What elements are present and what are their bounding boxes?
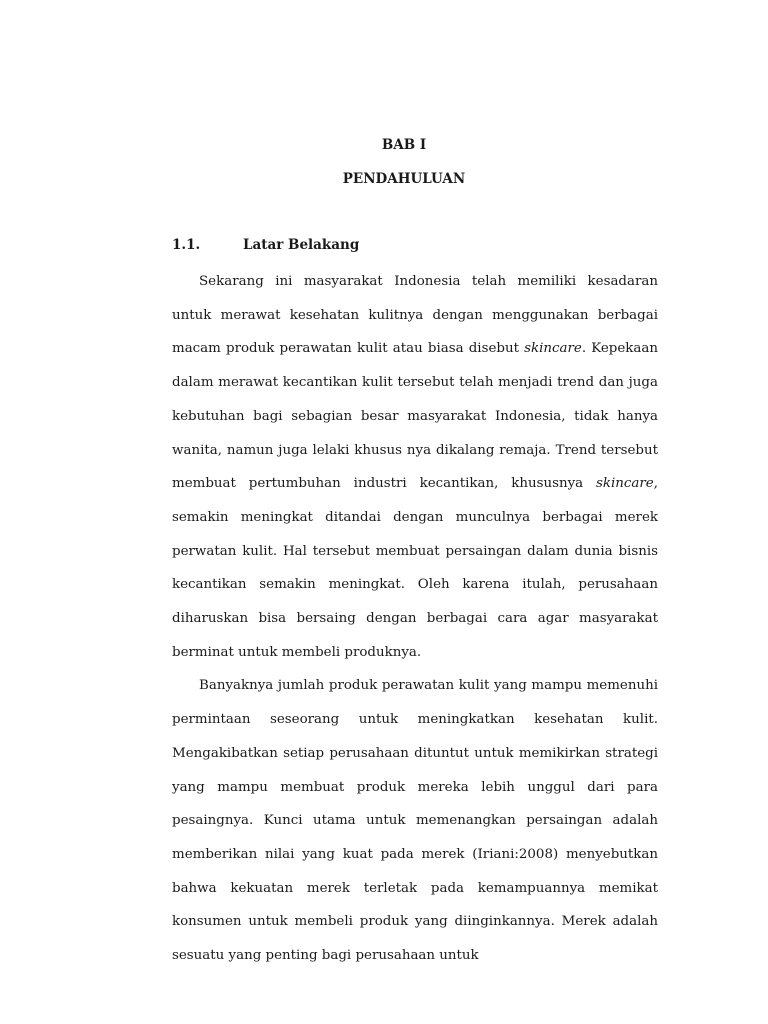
term-skincare-1: skincare — [524, 341, 582, 357]
paragraph-1-part-c: , semakin meningkat ditandai dengan munculnya berbagai merek perwatan kulit. Hal tersebut membuat persaingan dalam dunia bisnis kecantikan semakin meningkat. Oleh karena itulah, perusahaan diharuskan bisa bersaing dengan berbagai cara agar masyarakat berminat untuk membeli produknya. — [172, 476, 658, 660]
chapter-title: PENDAHULUAN — [342, 171, 466, 187]
section-number: 1.1. — [172, 237, 201, 253]
chapter-number: BAB I — [381, 137, 427, 153]
paragraph-2: Banyaknya jumlah produk perawatan kulit yang mampu memenuhi permintaan seseorang untuk meningkatkan kesehatan kulit. Mengakibatkan setiap perusahaan dituntut untuk memikirkan strategi yang mampu membuat produk mereka lebih unggul dari para pesaingnya. Kunci utama untuk memenangkan persaingan adalah memberikan nilai yang kuat pada merek (Iriani:2008) menyebutkan bahwa kekuatan merek terletak pada kemampuannya memikat konsumen untuk membeli produk yang diinginkannya. Merek adalah sesuatu yang penting bagi perusahaan untuk — [172, 678, 658, 964]
paragraph-1-part-b: . Kepekaan dalam merawat kecantikan kulit tersebut telah menjadi trend dan juga kebutuhan bagi sebagian besar masyarakat Indonesia, tidak hanya wanita, namun juga lelaki khusus nya dikalang remaja. Trend tersebut membuat pertumbuhan industri kecantikan, khususnya — [172, 341, 658, 492]
term-skincare-2: skincare — [596, 476, 654, 492]
paragraph-1-part-a: Sekarang ini masyarakat Indonesia telah memiliki kesadaran untuk merawat kesehatan kulitnya dengan menggunakan berbagai macam produk perawatan kulit atau biasa disebut — [172, 274, 658, 357]
body-text — [172, 265, 658, 973]
section-title: Latar Belakang — [243, 237, 360, 253]
paragraph-1 — [172, 265, 658, 669]
section-heading — [172, 237, 359, 253]
